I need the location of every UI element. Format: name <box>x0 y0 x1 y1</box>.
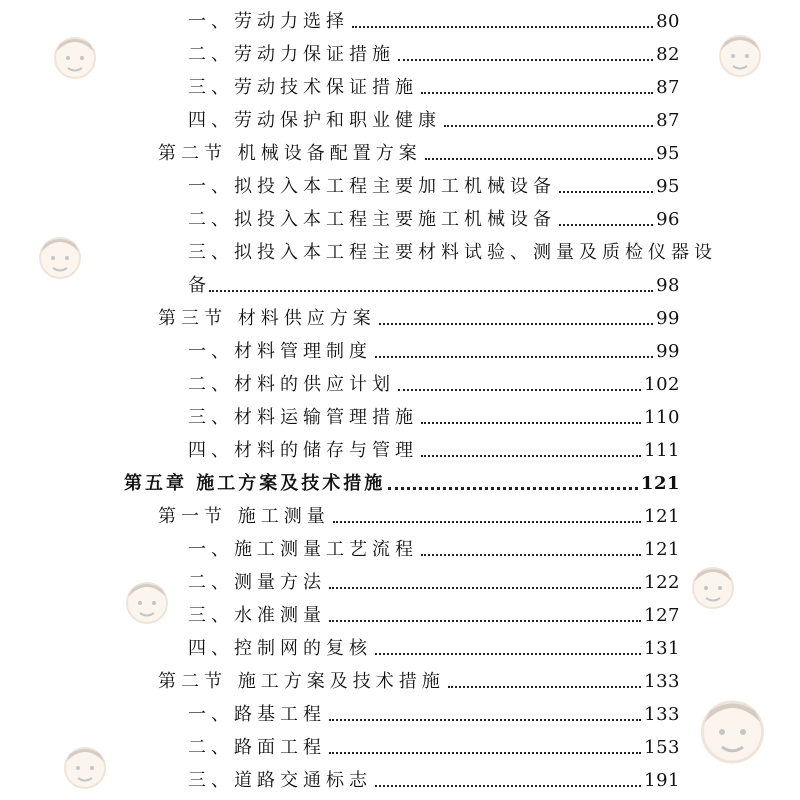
toc-entry-label: 二、测量方法 <box>188 572 326 593</box>
toc-entry-label: 三、劳动技术保证措施 <box>188 77 418 98</box>
toc-page-number: 87 <box>656 77 680 98</box>
toc-leader <box>329 587 641 589</box>
toc-entry[interactable] <box>188 33 680 66</box>
toc-page-number: 131 <box>644 638 680 659</box>
toc-leader <box>375 653 641 655</box>
toc-entry-continuation[interactable] <box>188 264 680 297</box>
toc-leader <box>333 521 641 523</box>
toc-entry-label: 三、道路交通标志 <box>188 770 372 791</box>
toc-leader <box>444 125 653 127</box>
toc-page-number: 99 <box>656 308 680 329</box>
toc-entry[interactable] <box>188 165 680 198</box>
toc-entry-label: 第二节 施工方案及技术措施 <box>158 671 445 692</box>
toc-entry[interactable] <box>188 330 680 363</box>
toc-leader <box>352 26 653 28</box>
toc-entry-label: 四、劳动保护和职业健康 <box>188 110 441 131</box>
toc-entry-label: 三、材料运输管理措施 <box>188 407 418 428</box>
toc-section-entry[interactable] <box>158 495 680 528</box>
toc-entry[interactable] <box>188 429 680 462</box>
toc-leader <box>388 487 638 490</box>
cartoon-face-icon <box>715 28 765 88</box>
toc-entry-label: 一、拟投入本工程主要加工机械设备 <box>188 176 556 197</box>
toc-entry-label: 备 <box>188 275 206 296</box>
toc-leader <box>398 59 653 61</box>
toc-entry-label: 四、材料的储存与管理 <box>188 440 418 461</box>
toc-page-number: 102 <box>644 374 680 395</box>
toc-entry[interactable] <box>188 198 680 231</box>
toc-page-number: 82 <box>656 44 680 65</box>
toc-entry[interactable] <box>188 99 680 132</box>
toc-page-number: 121 <box>640 473 680 494</box>
toc-leader <box>425 158 653 160</box>
toc-leader <box>421 455 641 457</box>
toc-entry[interactable] <box>188 528 680 561</box>
toc-entry[interactable] <box>188 627 680 660</box>
toc-entry[interactable] <box>188 396 680 429</box>
toc-leader <box>559 191 653 193</box>
toc-entry-label: 三、拟投入本工程主要材料试验、测量及质检仪器设 <box>188 242 717 263</box>
toc-page-number: 133 <box>644 704 680 725</box>
cartoon-face-icon <box>688 560 738 620</box>
toc-page-number: 153 <box>644 737 680 758</box>
cartoon-face-icon <box>60 740 110 800</box>
toc-entry-label: 二、拟投入本工程主要施工机械设备 <box>188 209 556 230</box>
toc-page-number: 122 <box>644 572 680 593</box>
toc-leader <box>448 686 641 688</box>
toc-leader <box>398 389 641 391</box>
toc-leader <box>375 356 653 358</box>
toc-section-entry[interactable] <box>158 132 680 165</box>
toc-entry[interactable] <box>188 726 680 759</box>
toc-page-number: 95 <box>656 176 680 197</box>
toc-entry[interactable] <box>188 0 680 33</box>
toc-leader <box>421 422 641 424</box>
toc-entry[interactable] <box>188 561 680 594</box>
toc-leader <box>379 323 653 325</box>
cartoon-face-icon <box>50 30 100 90</box>
toc-leader <box>421 554 641 556</box>
toc-page-number: 98 <box>656 275 680 296</box>
toc-entry[interactable] <box>188 66 680 99</box>
toc-page-number: 80 <box>656 11 680 32</box>
toc-leader <box>329 719 641 721</box>
toc-section-entry[interactable] <box>158 297 680 330</box>
toc-page-number: 99 <box>656 341 680 362</box>
toc-page-number: 110 <box>644 407 680 428</box>
toc-entry[interactable] <box>188 594 680 627</box>
toc-entry-label: 第一节 施工测量 <box>158 506 330 527</box>
toc-leader <box>375 785 641 787</box>
cartoon-face-icon <box>35 230 85 290</box>
toc-entry-label: 第三节 材料供应方案 <box>158 308 376 329</box>
toc-page-number: 121 <box>644 539 680 560</box>
toc-page-number: 191 <box>644 770 680 791</box>
toc-page-number: 87 <box>656 110 680 131</box>
toc-entry-label: 一、施工测量工艺流程 <box>188 539 418 560</box>
toc-leader <box>209 290 653 292</box>
toc-entry-label: 第五章 施工方案及技术措施 <box>124 473 386 494</box>
toc-entry-label: 一、路基工程 <box>188 704 326 725</box>
toc-page-number: 95 <box>656 143 680 164</box>
cartoon-face-icon <box>695 690 770 780</box>
toc-entry-label: 一、材料管理制度 <box>188 341 372 362</box>
toc-entry-label: 一、劳动力选择 <box>188 11 349 32</box>
toc-leader <box>329 752 641 754</box>
toc-entry-label: 二、路面工程 <box>188 737 326 758</box>
toc-entry-label: 二、材料的供应计划 <box>188 374 395 395</box>
toc-entry[interactable] <box>188 759 680 792</box>
toc-entry[interactable] <box>188 693 680 726</box>
toc-entry-label: 二、劳动力保证措施 <box>188 44 395 65</box>
toc-entry-wrapped-line[interactable] <box>188 231 717 264</box>
toc-leader <box>329 620 641 622</box>
toc-section-entry[interactable] <box>158 660 680 693</box>
toc-page-number: 127 <box>644 605 680 626</box>
toc-entry[interactable] <box>188 363 680 396</box>
toc-leader <box>559 224 653 226</box>
toc-chapter-entry[interactable] <box>124 462 680 495</box>
cartoon-face-icon <box>122 575 172 635</box>
toc-entry-label: 四、控制网的复核 <box>188 638 372 659</box>
toc-page-number: 96 <box>656 209 680 230</box>
toc-page-number: 133 <box>644 671 680 692</box>
toc-page-number: 111 <box>644 440 680 461</box>
toc-entry-label: 第二节 机械设备配置方案 <box>158 143 422 164</box>
toc-entry-label: 三、水准测量 <box>188 605 326 626</box>
toc-page-number: 121 <box>644 506 680 527</box>
toc-leader <box>421 92 653 94</box>
